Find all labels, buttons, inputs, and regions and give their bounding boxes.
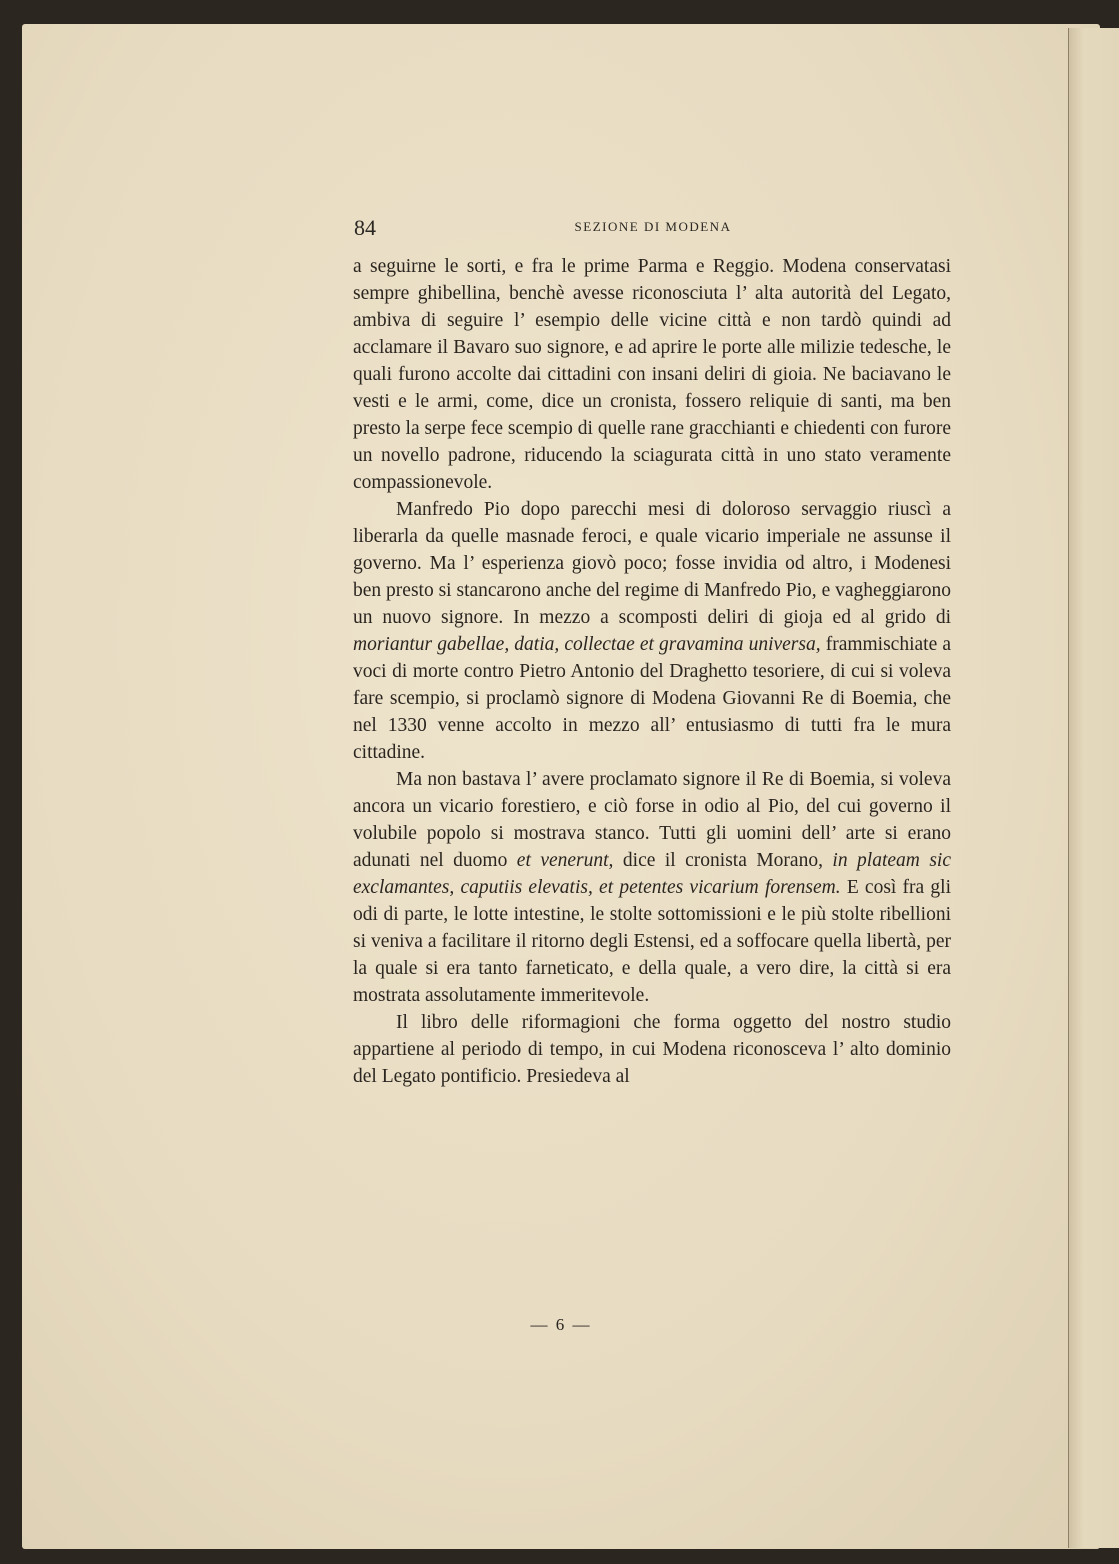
page-number: 84 (354, 215, 376, 240)
paragraph-4 (353, 1009, 951, 1090)
adjacent-page-edge (1068, 28, 1119, 1548)
text-run: Ma non bastava l’ avere proclamato signore il Re di Boemia, si voleva ancora un vicario forestiero, e ciò forse in odio al Pio, del cui governo il volubile popolo si mostrava stanco. Tutti gli uomini dell’ arte si erano adunati nel duomo (353, 769, 951, 871)
latin-quote: et venerunt, (516, 850, 614, 871)
body-text (353, 253, 951, 1090)
paragraph-3 (353, 766, 951, 1009)
paragraph-2 (353, 496, 951, 766)
running-head (354, 216, 952, 244)
text-run: Il libro delle riformagioni che forma oggetto del nostro studio appartiene al periodo di tempo, in cui Modena riconosceva l’ alto dominio del Legato pontificio. Presiedeva al (353, 1012, 951, 1087)
book-page (22, 24, 1100, 1549)
latin-quote: in plateam sic exclamantes, caputiis elevatis, et petentes vicarium forensem. (353, 850, 952, 898)
text-run: Manfredo Pio dopo parecchi mesi di doloroso servaggio riuscì a liberarla da quelle masnade feroci, e quale vicario imperiale ne assunse il governo. Ma l’ esperienza giovò poco; fosse invidia od altro, i Modenesi ben presto si stancarono anche del regime di Manfredo Pio, e vagheggiarono un nuovo signore. In mezzo a scomposti deliri di gioja ed al grido di (353, 499, 951, 628)
text-run: frammischiate a voci di morte contro Pietro Antonio del Draghetto tesoriere, di cui si voleva fare scempio, si proclamò signore di Modena Giovanni Re di Boemia, che nel 1330 venne accolto in mezzo all’ entusiasmo di tutti fra le mura cittadine. (353, 634, 951, 763)
latin-quote: moriantur gabellae, datia, collectae et gravamina universa, (353, 634, 821, 655)
folio-number: — 6 — (530, 1315, 592, 1334)
section-title: SEZIONE DI MODENA (574, 219, 732, 234)
text-run: E così fra gli odi di parte, le lotte intestine, le stolte sottomissioni e le più stolte ribellioni si veniva a facilitare il ritorno degli Estensi, ed a soffocare quella libertà, per la quale si era tanto farneticato, e della quale, a vero dire, la città si era mostrata assolutamente immeritevole. (353, 877, 951, 1006)
paragraph-1 (353, 253, 951, 496)
text-run: dice il cronista Morano, (613, 850, 833, 871)
text-run: a seguirne le sorti, e fra le prime Parma e Reggio. Modena conservatasi sempre ghibellina, benchè avesse riconosciuta l’ alta autorità del Legato, ambiva di seguire l’ esempio delle vicine città e non tardò quindi ad acclamare il Bavaro suo signore, e ad aprire le porte alle milizie tedesche, le quali furono accolte dai cittadini con insani deliri di gioia. Ne baciavano le vesti e le armi, come, dice un cronista, fossero reliquie di santi, ma ben presto la serpe fece scempio di quelle rane gracchianti e chiedenti con furore un novello padrone, riducendo la sciagurata città in uno stato veramente compassionevole. (353, 256, 951, 493)
